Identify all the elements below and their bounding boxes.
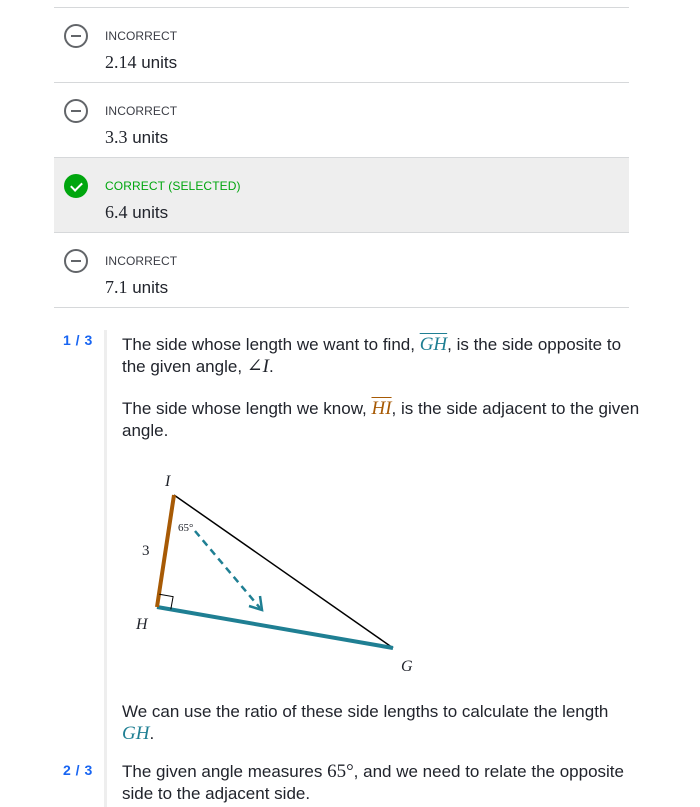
vertex-label-g: G [401, 658, 413, 675]
side-hi [157, 495, 174, 607]
hint-step-number: 2 / 3 [63, 762, 93, 778]
hint-paragraph: The given angle measures 65°, and we need to relate the opposite side to the adjacent side. [122, 761, 624, 803]
choice-status: CORRECT (SELECTED) [105, 179, 241, 193]
hint-rail [104, 330, 107, 807]
triangle-diagram [120, 462, 430, 692]
angle-label: 65° [178, 522, 194, 534]
math-side-gh: $\overline{GH}$ [419, 334, 448, 355]
incorrect-minus-icon [64, 249, 88, 273]
choice-value: 6.4 units [105, 202, 169, 222]
choice-3[interactable] [54, 158, 629, 233]
hint-step-number: 1 / 3 [63, 332, 93, 348]
hypotenuse-ig [174, 495, 393, 648]
choice-4[interactable] [54, 233, 629, 308]
math-angle-value: 65° [327, 761, 354, 782]
hint-paragraph: The side whose length we know, $\overline{HI}$, is the side adjacent to the given angle. [122, 398, 640, 440]
incorrect-minus-icon [64, 24, 88, 48]
choice-value: 7.1 units [105, 277, 169, 297]
vertex-label-h: H [136, 616, 148, 633]
math-gh: GH [122, 723, 150, 744]
hint-paragraph: We can use the ratio of these side lengths to calculate the length GH. [122, 702, 609, 744]
choice-status: INCORRECT [105, 104, 178, 118]
side-length-label: 3 [142, 543, 150, 559]
choice-value: 2.14 units [105, 52, 178, 72]
vertex-label-i: I [165, 473, 171, 490]
correct-check-icon [64, 174, 88, 198]
choice-status: INCORRECT [105, 254, 178, 268]
answer-choices [54, 7, 629, 308]
math-angle-i: ∠I [246, 356, 270, 377]
choice-status: INCORRECT [105, 29, 178, 43]
choice-value: 3.3 units [105, 127, 169, 147]
hint-paragraph: The side whose length we want to find, $\overline{GH}$, is the side opposite to the given angle, ∠I. [122, 334, 622, 377]
choice-1[interactable] [54, 8, 629, 83]
choice-2[interactable] [54, 83, 629, 158]
dashed-arrow [195, 531, 260, 608]
incorrect-minus-icon [64, 99, 88, 123]
side-gh [157, 607, 393, 648]
math-side-hi: $\overline{HI}$ [371, 398, 392, 419]
